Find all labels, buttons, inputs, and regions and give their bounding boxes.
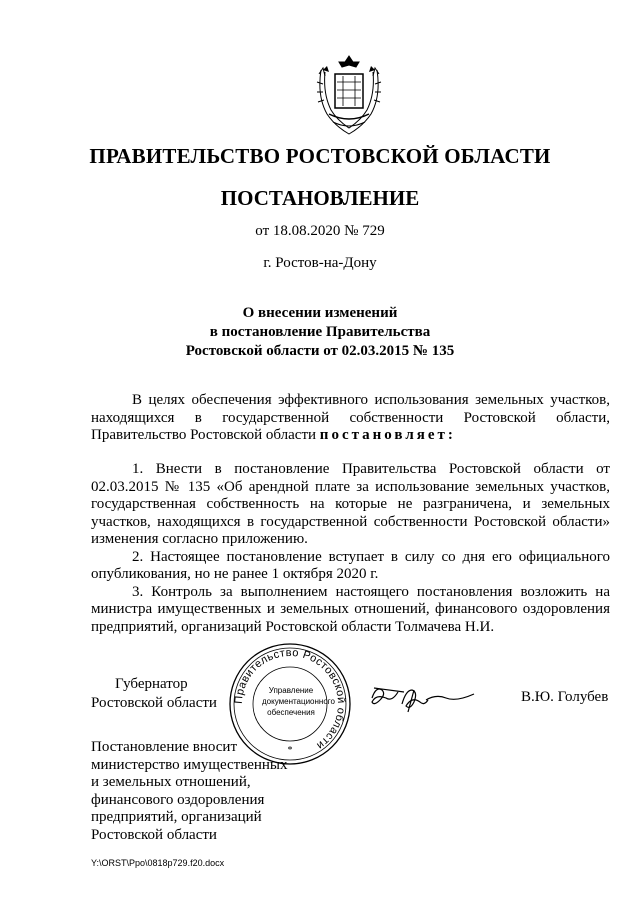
stamp-inner-line: обеспечения [267, 708, 315, 717]
signatory-position-line: Ростовской области [91, 695, 217, 711]
submitted-by-block [91, 739, 311, 844]
submitted-by-line: министерство имущественных [91, 756, 288, 773]
signatory-position [91, 675, 241, 713]
document-subject [0, 304, 640, 361]
decree-item-2: 2. Настоящее постановление вступает в силу со дня его официального опубликования, но не ранее 1 октября 2020 г. [91, 548, 610, 582]
subject-line: Ростовской области от 02.03.2015 № 135 [185, 343, 455, 359]
government-title: ПРАВИТЕЛЬСТВО РОСТОВСКОЙ ОБЛАСТИ [89, 144, 551, 168]
submitted-by-line: финансового оздоровления [91, 791, 265, 808]
subject-line: в постановление Правительства [209, 324, 431, 340]
stamp-inner-line: документационного [262, 697, 335, 706]
stamp-outer-text: Правительство Ростовской области [232, 646, 348, 752]
coat-of-arms-icon [315, 52, 383, 138]
submitted-by-line: и земельных отношений, [91, 774, 251, 790]
file-path: Y:\ORST\Ppo\0818p729.f20.docx [91, 858, 225, 868]
decree-items [91, 461, 610, 636]
stamp-inner-line: Управление [268, 686, 314, 695]
submitted-by-line: предприятий, организаций [91, 809, 262, 825]
submitted-by-line: Ростовской области [91, 826, 217, 843]
document-date-number: от 18.08.2020 № 729 [255, 223, 385, 239]
handwritten-signature [366, 678, 476, 718]
stamp-inner-text [262, 685, 335, 718]
subject-line: О внесении изменений [242, 305, 398, 321]
intro-text: В целях обеспечения эффективного использования земельных участков, находящихся в государственной собственности Ростовской области, Правительство Ростовской области [91, 392, 610, 443]
intro-paragraph [91, 392, 610, 445]
signatory-position-line: Губернатор [115, 676, 188, 692]
decree-word: постановляет: [319, 427, 456, 443]
svg-text:*: * [287, 745, 293, 756]
decree-item-3: 3. Контроль за выполнением настоящего постановления возложить на министра имущественных и земельных отношений, финансового оздоровления предприятий, организаций Ростовской области Толмачева Н.И. [91, 583, 610, 635]
document-type-title: ПОСТАНОВЛЕНИЕ [220, 186, 420, 210]
decree-item-1: 1. Внести в постановление Правительства Ростовской области от 02.03.2015 № 135 «Об арендной плате за использование земельных участков, государственная собственность на которые не разграничена, и земельных участков, находящихся в государственной собственности Ростовской области» изменения согласно приложению. [91, 461, 610, 547]
document-city: г. Ростов-на-Дону [263, 255, 377, 271]
signatory-name: В.Ю. Голубев [521, 689, 609, 705]
submitted-by-line: Постановление вносит [91, 739, 238, 755]
